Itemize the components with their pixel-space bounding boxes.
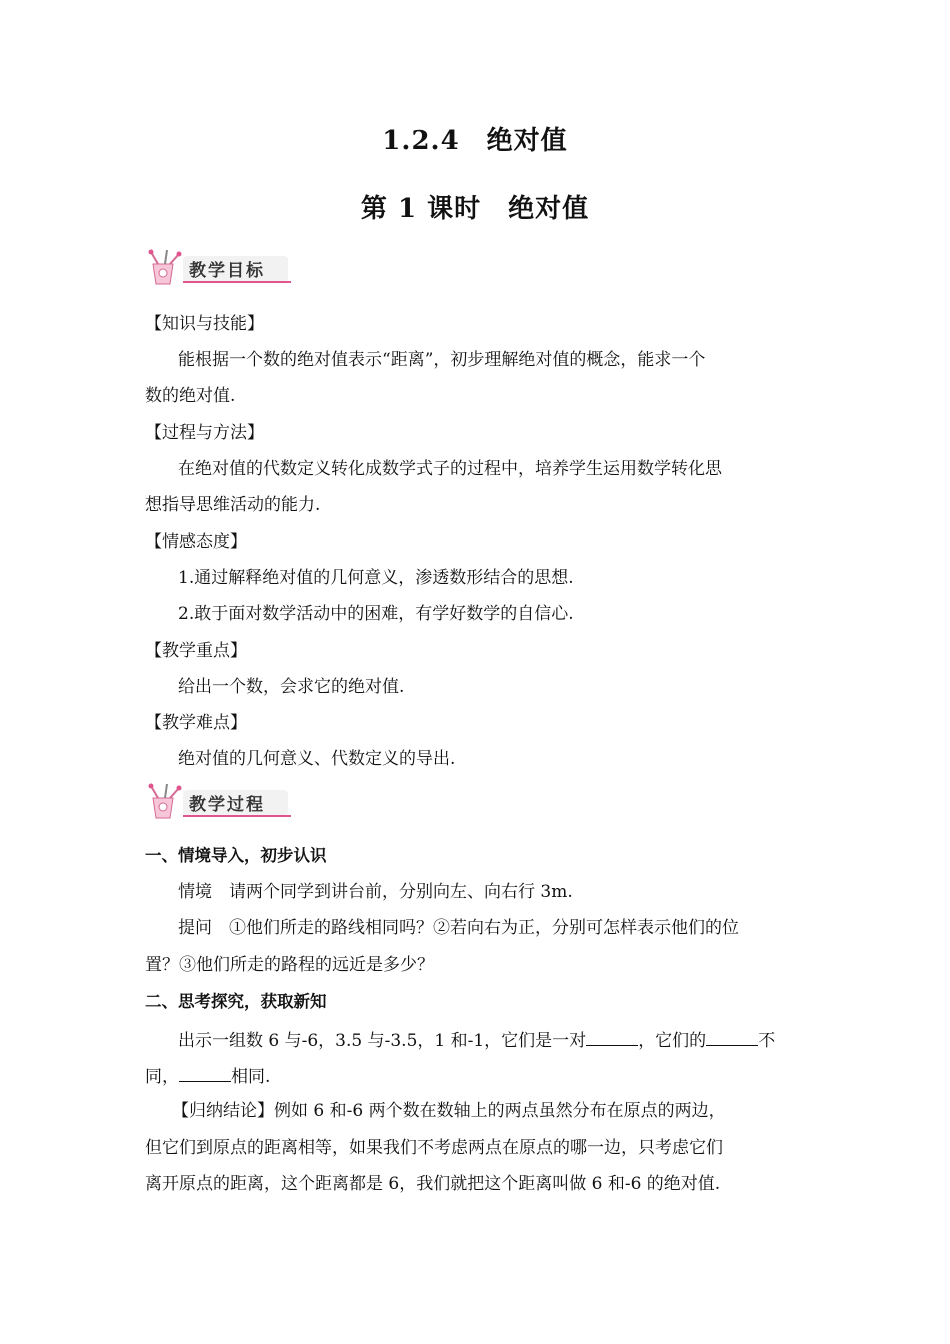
banner-label: 教学目标 [189, 261, 265, 281]
paragraph-line: 2.敢于面对数学活动中的困难，有学好数学的自信心. [178, 604, 574, 624]
text-segment: 不 [758, 1031, 776, 1051]
goal-focus-head: 【教学重点】 [145, 641, 247, 661]
paragraph-line: 给出一个数，会求它的绝对值. [178, 677, 405, 697]
text-segment: 相同. [231, 1067, 271, 1087]
fill-blank [706, 1027, 758, 1046]
goal-process-head: 【过程与方法】 [145, 423, 264, 443]
goal-difficulty-head: 【教学难点】 [145, 713, 247, 733]
paragraph-line: 【归纳结论】例如 6 和-6 两个数在数轴上的两点虽然分布在原点的两边， [172, 1101, 726, 1121]
paragraph-line: 数的绝对值. [145, 386, 236, 406]
text-segment: ，它们的 [638, 1031, 707, 1051]
section-banner-process [143, 782, 293, 822]
section-banner-goals [143, 248, 293, 288]
paragraph-line: 离开原点的距离，这个距离都是 6，我们就把这个距离叫做 6 和-6 的绝对值. [145, 1174, 721, 1194]
goal-emotion-head: 【情感态度】 [145, 532, 247, 552]
paragraph-line-with-blanks [178, 1027, 775, 1052]
paragraph-line-with-blanks [145, 1063, 270, 1088]
paragraph-line: 能根据一个数的绝对值表示“距离”，初步理解绝对值的概念，能求一个 [178, 350, 706, 370]
fill-blank [179, 1063, 231, 1082]
banner-label: 教学过程 [189, 795, 265, 815]
section-heading: 二、思考探究，获取新知 [145, 992, 327, 1011]
text-segment: 出示一组数 6 与-6，3.5 与-3.5，1 和-1，它们是一对 [178, 1031, 587, 1051]
paragraph-line: 提问 ①他们所走的路线相同吗？②若向右为正，分别可怎样表示他们的位 [178, 918, 739, 938]
fill-blank [586, 1027, 638, 1046]
paragraph-line: 想指导思维活动的能力. [145, 495, 321, 515]
goal-knowledge-head: 【知识与技能】 [145, 314, 264, 334]
page-title: 1.2.4 绝对值 [382, 126, 568, 156]
paragraph-line: 绝对值的几何意义、代数定义的导出. [178, 749, 456, 769]
paragraph-line: 1.通过解释绝对值的几何意义，渗透数形结合的思想. [178, 568, 574, 588]
paragraph-line: 置？③他们所走的路程的远近是多少？ [145, 955, 434, 975]
text-segment: 同， [145, 1067, 179, 1087]
paragraph-line: 情境 请两个同学到讲台前，分别向左、向右行 3m. [178, 882, 573, 902]
paragraph-line: 在绝对值的代数定义转化成数学式子的过程中，培养学生运用数学转化思 [178, 459, 722, 479]
paragraph-line: 但它们到原点的距离相等，如果我们不考虑两点在原点的哪一边，只考虑它们 [145, 1138, 723, 1158]
page-subtitle: 第 1 课时 绝对值 [360, 194, 590, 224]
section-heading: 一、情境导入，初步认识 [145, 846, 327, 865]
